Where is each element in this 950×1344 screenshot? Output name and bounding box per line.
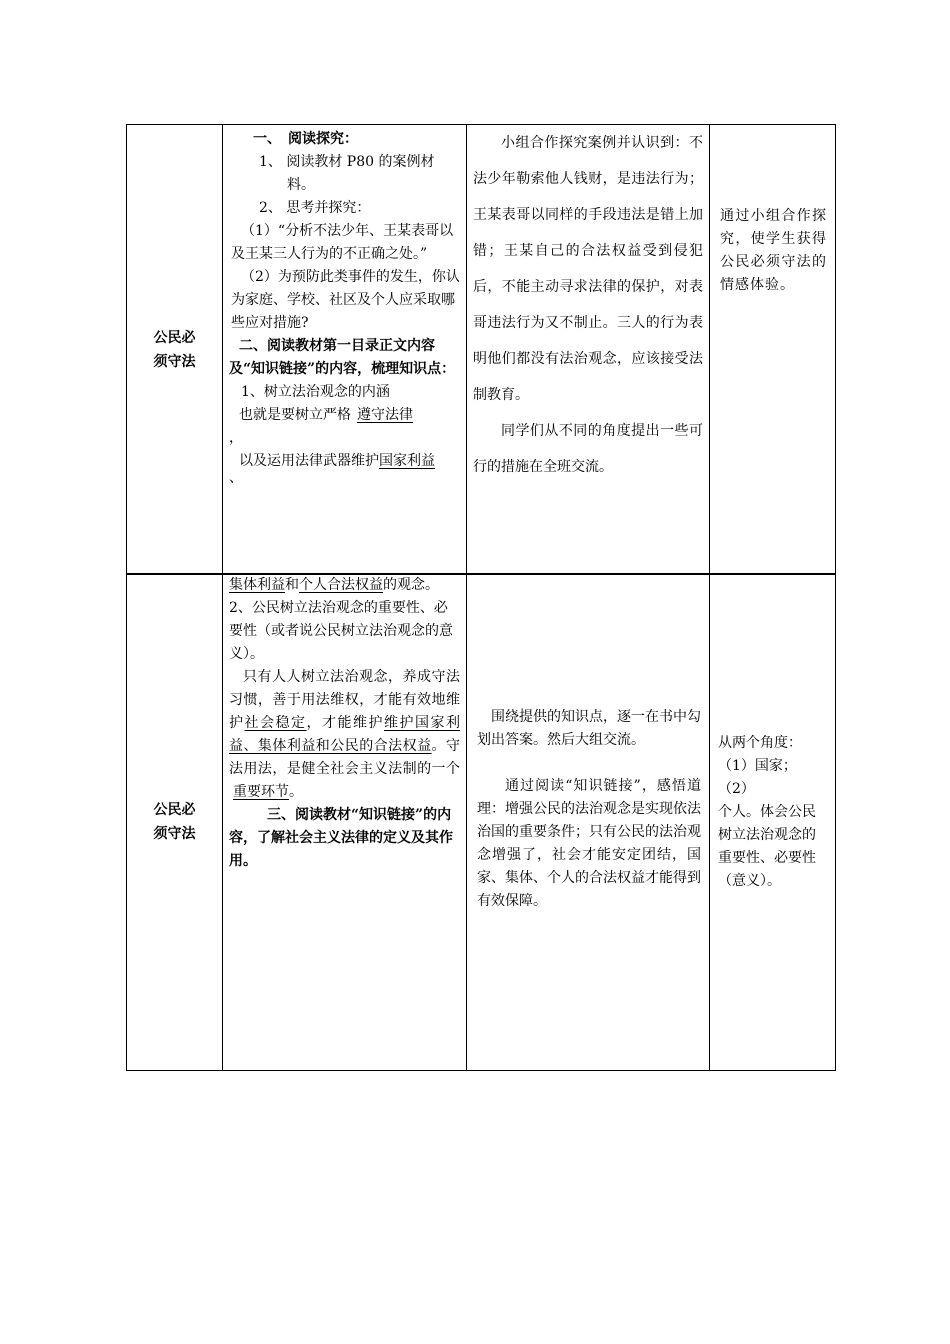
question-text: （2）为预防此类事件的发生，你认为家庭、学校、社区及个人应采取哪些应对措施? <box>231 269 460 331</box>
static-text: 和 <box>285 577 299 593</box>
table-row <box>127 574 836 1071</box>
knowledge-point: 2、公民树立法治观念的重要性、必要性（或者说公民树立法治观念的意义）。 <box>229 600 453 662</box>
topic-cell <box>127 574 223 1071</box>
lesson-table-part-2 <box>126 573 836 1071</box>
student-activity-text: 围绕提供的知识点，逐一在书中勾划出答案。然后大组交流。 <box>477 709 701 748</box>
student-activity-text: 通过阅读“知识链接”，感悟道理：增强公民的法治观念是实现依法治国的重要条件；只有公民的法治观念增强了，社会才能安定团结，国家、集体、个人的合法权益才能得到有效保障。 <box>477 778 701 909</box>
teaching-activity-cell <box>223 125 467 575</box>
static-text: 的观念。 <box>383 577 439 593</box>
question-text: （1）“分析不法少年、王某表哥以及王某三人行为的不正确之处。” <box>231 223 454 262</box>
topic-cell <box>127 125 223 575</box>
student-activity-cell <box>467 125 710 575</box>
topic-line: 公民必 <box>153 329 196 346</box>
student-activity-text: 同学们从不同的角度提出一些可行的措施在全班交流。 <box>473 423 703 475</box>
knowledge-point-line <box>229 574 460 597</box>
table-row <box>127 125 836 575</box>
punctuation: 、 <box>229 470 243 486</box>
section-heading: 一、 阅读探究： <box>253 131 358 147</box>
static-text: ，才能维护 <box>306 715 384 731</box>
answer-blank: 社会稳定 <box>244 715 307 731</box>
design-intent-cell <box>710 125 836 575</box>
knowledge-point: 1、树立法治观念的内涵 <box>241 384 390 400</box>
answer-blank: 重要环节 <box>233 784 289 800</box>
list-item: 1、 阅读教材 P80 的案例材 <box>259 154 435 170</box>
static-text: 只有人人树立法治观念，养成守法习惯，善于用法维权，才能有效地维护 <box>229 669 460 731</box>
knowledge-point-line <box>229 404 460 427</box>
punctuation: ， <box>229 430 243 446</box>
static-text: 。守法用法，是健全社会主义法制的一个 <box>229 738 461 777</box>
design-intent-text: （1）国家； <box>718 758 797 774</box>
topic-line: 须守法 <box>153 826 196 842</box>
answer-blank: 维护国家利益、集体利益和公民的合法权益 <box>229 715 460 754</box>
list-item-continuation: 料。 <box>287 177 315 193</box>
section-heading: 二、阅读教材第一目录正文内容及“知识链接”的内容，梳理知识点： <box>229 338 456 377</box>
design-intent-text: （2） <box>718 781 755 797</box>
section-heading: 三、阅读教材“知识链接”的内容，了解社会主义法律的定义及其作用。 <box>229 807 453 869</box>
list-item: 2、 思考并探究： <box>259 200 371 216</box>
design-intent-text: 从两个角度： <box>718 735 802 751</box>
answer-blank: 遵守法律 <box>357 407 413 423</box>
static-text: 也就是要树立严格 <box>239 407 351 423</box>
teaching-activity-cell <box>223 574 467 1071</box>
answer-blank: 集体利益 <box>229 577 285 593</box>
design-intent-text: 通过小组合作探究，使学生获得公民必须守法的情感体验。 <box>720 208 827 293</box>
topic-line: 公民必 <box>153 802 196 818</box>
student-activity-cell <box>467 574 710 1071</box>
design-intent-text: 个人。体会公民树立法治观念的重要性、必要性（意义）。 <box>718 804 816 889</box>
static-text: 以及运用法律武器维护 <box>239 453 379 469</box>
knowledge-point-line <box>229 450 460 473</box>
student-activity-text: 小组合作探究案例并认识到：不法少年勒索他人钱财，是违法行为；王某表哥以同样的手段违法是错上加错；王某自己的合法权益受到侵犯后，不能主动寻求法律的保护，对表哥违法行为又不制止。三人的行为表明他们都没有法治观念，应该接受法制教育。 <box>473 135 703 403</box>
design-intent-cell <box>710 574 836 1071</box>
knowledge-paragraph <box>229 666 460 804</box>
topic-line: 须守法 <box>153 353 196 370</box>
lesson-table-part-1 <box>126 124 836 575</box>
answer-blank: 个人合法权益 <box>299 577 383 593</box>
answer-blank: 国家利益 <box>379 453 435 469</box>
static-text: 。 <box>289 784 303 800</box>
